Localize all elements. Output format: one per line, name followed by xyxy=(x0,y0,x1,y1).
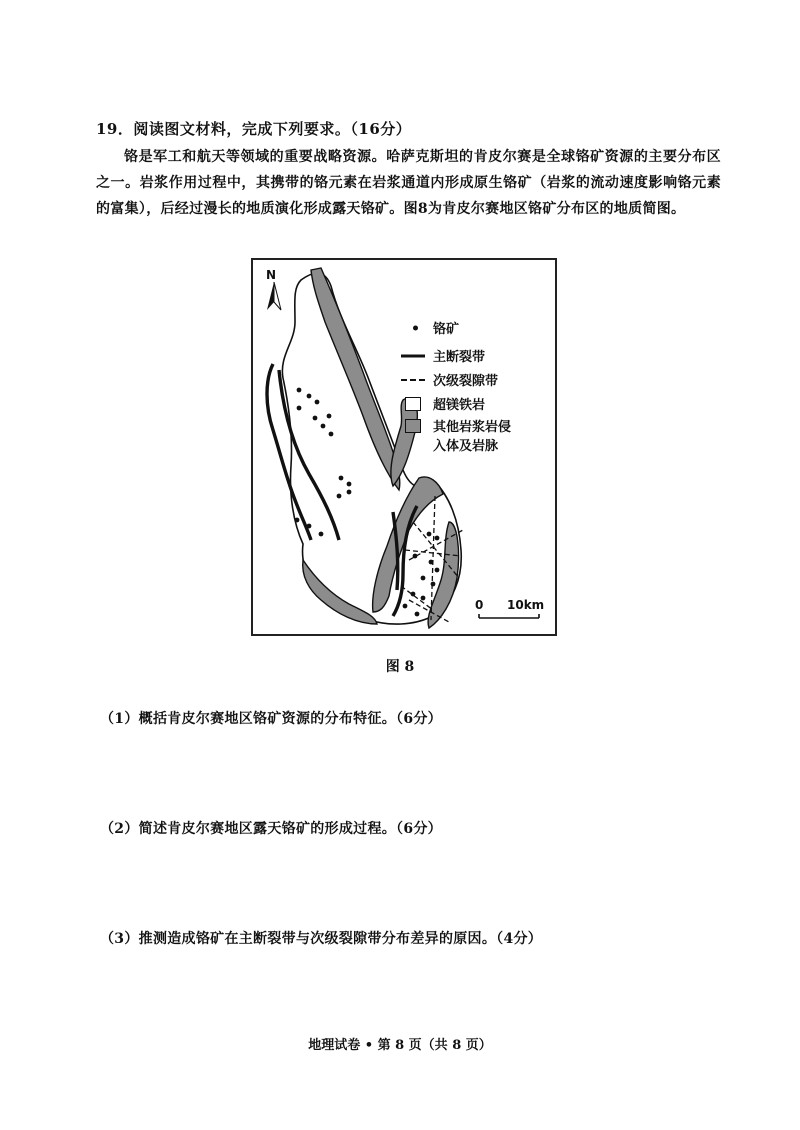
sub-question-2: （2）简述肯皮尔赛地区露天铬矿的形成过程。（6分） xyxy=(100,821,442,837)
question-title: 19．阅读图文材料，完成下列要求。（16分） xyxy=(96,120,412,138)
north-arrow xyxy=(264,268,284,312)
legend-dashed-line-icon xyxy=(401,379,425,381)
scale-end: 10km xyxy=(507,598,545,612)
scale-bar xyxy=(479,614,539,618)
legend-main-fault-icon xyxy=(401,354,425,357)
legend-other-intrusion: 其他岩浆岩侵 入体及岩脉 xyxy=(433,416,511,454)
question-intro: 铬是军工和航天等领域的重要战略资源。哈萨克斯坦的肯皮尔赛是全球铬矿资源的主要分布区之一。岩浆作用过程中，其携带的铬元素在岩浆通道内形成原生铬矿（岩浆的流动速度影响铬元素的富集），后经过漫长的地质演化形成露天铬矿。图8为肯皮尔赛地区铬矿分布区的地质简图。 xyxy=(96,149,721,217)
sub-question-3: （3）推测造成铬矿在主断裂带与次级裂隙带分布差异的原因。（4分） xyxy=(100,931,543,947)
legend-white-box-icon xyxy=(405,397,421,411)
legend-dot-icon xyxy=(413,325,418,330)
legend-chromite: 铬矿 xyxy=(433,318,459,337)
sub-question-1: （1）概括肯皮尔赛地区铬矿资源的分布特征。（6分） xyxy=(100,711,442,727)
legend-secondary-fracture: 次级裂隙带 xyxy=(433,370,498,389)
figure-caption: 图 8 xyxy=(385,659,415,675)
legend-main-fault: 主断裂带 xyxy=(433,346,485,365)
north-label: N xyxy=(266,268,277,282)
geologic-map xyxy=(251,258,557,636)
legend-grey-box-icon xyxy=(405,419,421,433)
page-footer: 地理试卷 • 第 8 页（共 8 页） xyxy=(308,1038,492,1053)
scale-start: 0 xyxy=(475,598,484,612)
legend-ultramafic: 超镁铁岩 xyxy=(433,394,485,413)
